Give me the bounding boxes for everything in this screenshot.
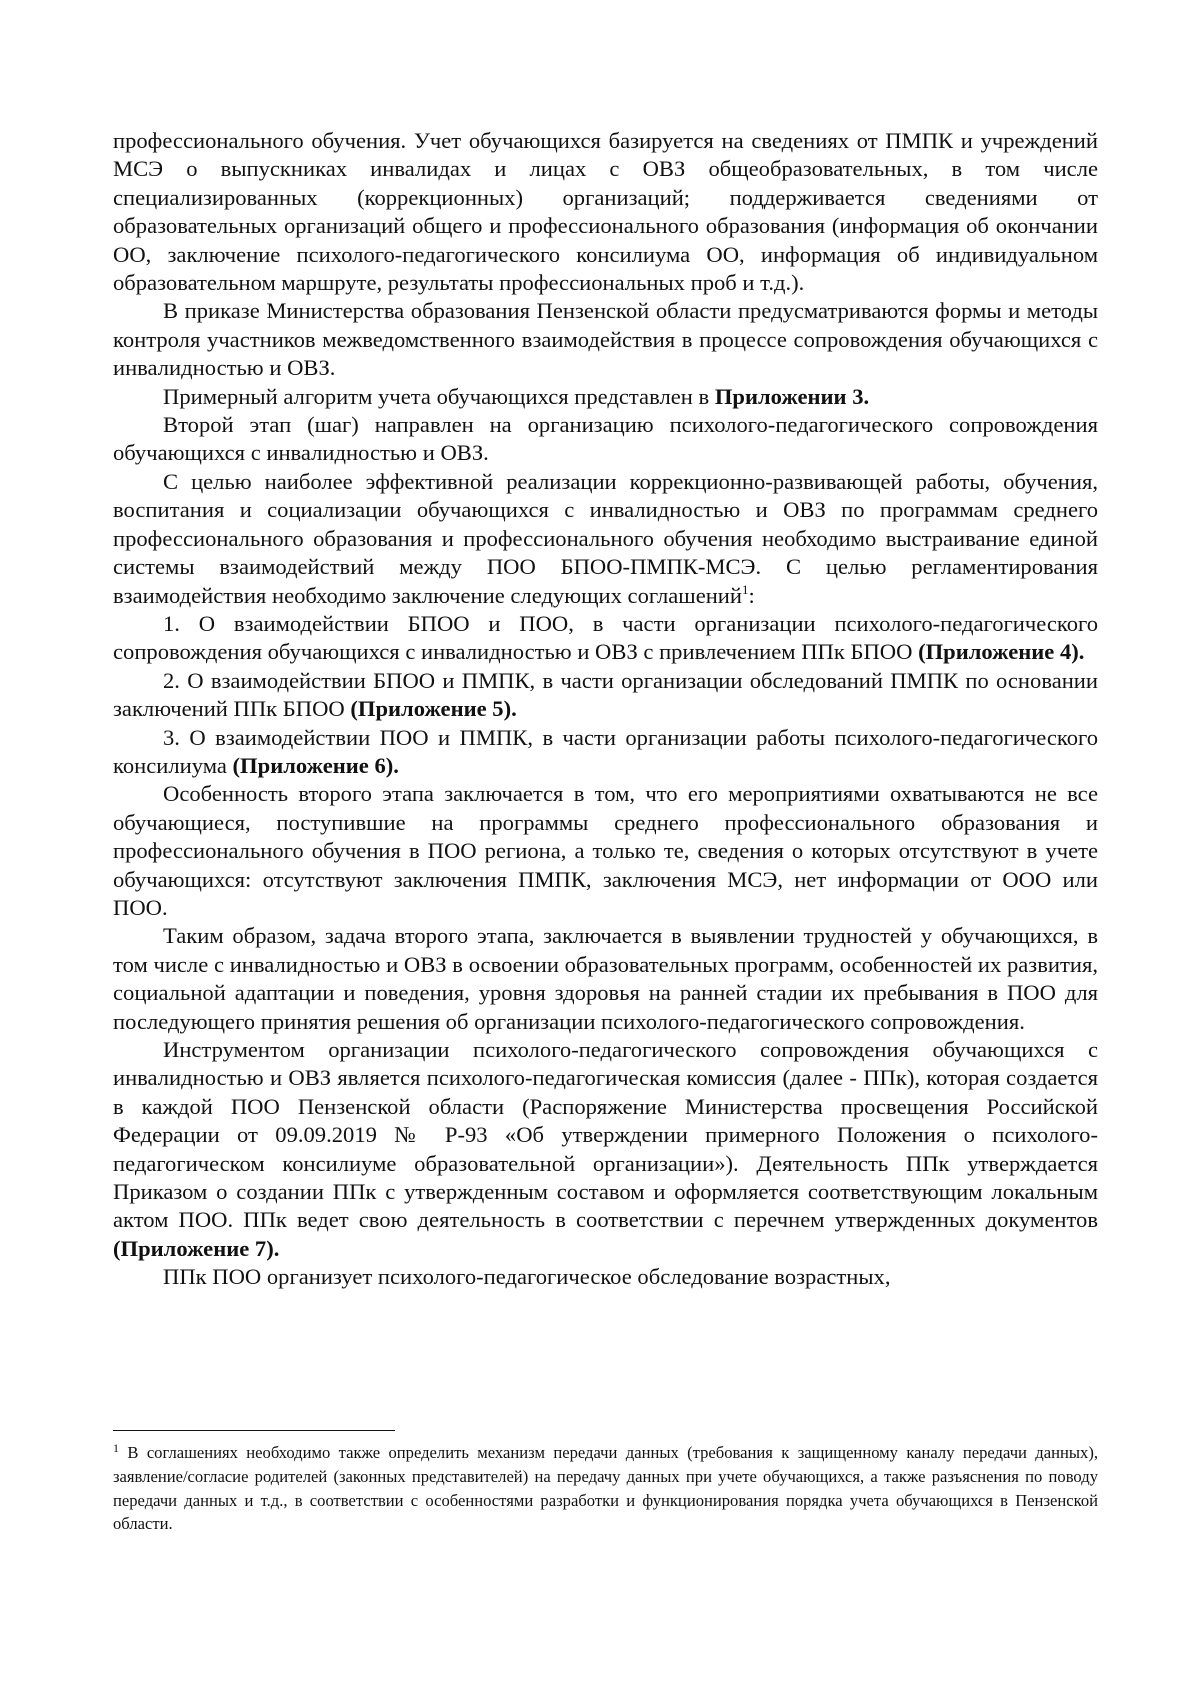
- paragraph-3: [113, 383, 1098, 411]
- agreement-2: [113, 667, 1098, 724]
- paragraph-3-text: Примерный алгоритм учета обучающихся представлен в: [163, 383, 715, 409]
- agreement-1-text: 1. О взаимодействии БПОО и ПОО, в части организации психолого-педагогического сопровождения обучающихся с инвалидностью и ОВЗ с привлечением ППк БПОО: [113, 610, 1098, 665]
- paragraph-5-colon: :: [748, 582, 755, 608]
- appendix-4-ref: (Приложение 4).: [918, 639, 1085, 665]
- footnote-text: В соглашениях необходимо также определить механизм передачи данных (требования к защищенному каналу передачи данных), заявление/согласие родителей (законных представителей) на передачу данных при учете обучающихся, а также разъяснения по поводу передачи данных и т.д., в соответствии с особенностями разработки и функционирования порядка учета обучающихся в Пензенской области.: [113, 1443, 1098, 1534]
- paragraph-12: ППк ПОО организует психолого-педагогическое обследование возрастных,: [163, 1264, 891, 1290]
- footnote-mark: 1: [113, 1441, 119, 1455]
- paragraph-10: Таким образом, задача второго этапа, заключается в выявлении трудностей у обучающихся, в том числе с инвалидностью и ОВЗ в освоении образовательных программ, особенностей их развития, социальной адаптации и поведения, уровня здоровья на ранней стадии их пребывания в ПОО для последующего принятия решения об организации психолого-педагогического сопровождения.: [113, 923, 1098, 1034]
- appendix-7-ref: (Приложение 7).: [113, 1235, 280, 1261]
- paragraph-1: профессионального обучения. Учет обучающихся базируется на сведениях от ПМПК и учреждений МСЭ о выпускниках инвалидах и лицах с ОВЗ общеобразовательных, в том числе специализированных (коррекционных) организаций; поддерживается сведениями от образовательных организаций общего и профессионального образования (информация об окончании ОО, заключение психолого-педагогического консилиума ОО, информация об индивидуальном образовательном маршруте, результаты профессиональных проб и т.д.).: [113, 128, 1098, 296]
- agreement-1: [113, 610, 1098, 667]
- footnote-ref: 1: [742, 581, 749, 597]
- appendix-6-ref: (Приложение 6).: [232, 752, 399, 778]
- paragraph-4: Второй этап (шаг) направлен на организацию психолого-педагогического сопровождения обучающихся с инвалидностью и ОВЗ.: [113, 412, 1098, 466]
- appendix-5-ref: (Приложение 5).: [350, 696, 517, 722]
- paragraph-11-text: Инструментом организации психолого-педагогического сопровождения обучающихся с инвалидностью и ОВЗ является психолого-педагогическая комиссия (далее - ППк), которая создается в каждой ПОО Пензенской области (Распоряжение Министерства просвещения Российской Федерации от 09.09.2019 № Р-93 «Об утверждении примерного Положения о психолого-педагогическом консилиуме образовательной организации»). Деятельность ППк утверждается Приказом о создании ППк с утвержденным составом и оформляется соответствующим локальным актом ПОО. ППк ведет свою деятельность в соответствии с перечнем утвержденных документов: [113, 1037, 1098, 1233]
- paragraph-11: [113, 1036, 1098, 1263]
- footnote-divider: [113, 1430, 395, 1431]
- agreement-3-text: 3. О взаимодействии ПОО и ПМПК, в части организации работы психолого-педагогического консилиума: [113, 724, 1098, 778]
- footnote: [113, 1441, 1098, 1536]
- paragraph-9: Особенность второго этапа заключается в том, что его мероприятиями охватываются не все обучающиеся, поступившие на программы среднего профессионального образования и профессионального обучения в ПОО региона, а только те, сведения о которых отсутствуют в учете обучающихся: отсутствуют заключения ПМПК, заключения МСЭ, нет информации от ООО или ПОО.: [113, 781, 1098, 920]
- agreement-2-text: 2. О взаимодействии БПОО и ПМПК, в части организации обследований ПМПК по основании заключений ППк БПОО: [113, 667, 1098, 722]
- paragraph-2: В приказе Министерства образования Пензенской области предусматриваются формы и методы контроля участников межведомственного взаимодействия в процессе сопровождения обучающихся с инвалидностью и ОВЗ.: [113, 298, 1098, 381]
- agreement-3: [113, 724, 1098, 781]
- paragraph-5: [113, 468, 1098, 610]
- appendix-3-ref: Приложении 3.: [714, 383, 870, 409]
- paragraph-5-text: С целью наиболее эффективной реализации коррекционно-развивающей работы, обучения, воспитания и социализации обучающихся с инвалидностью и ОВЗ по программам среднего профессионального образования и профессионального обучения необходимо выстраивание единой системы взаимодействий между ПОО БПОО-ПМПК-МСЭ. С целью регламентирования взаимодействия необходимо заключение следующих соглашений: [113, 468, 1098, 608]
- body-text: [113, 127, 1098, 1292]
